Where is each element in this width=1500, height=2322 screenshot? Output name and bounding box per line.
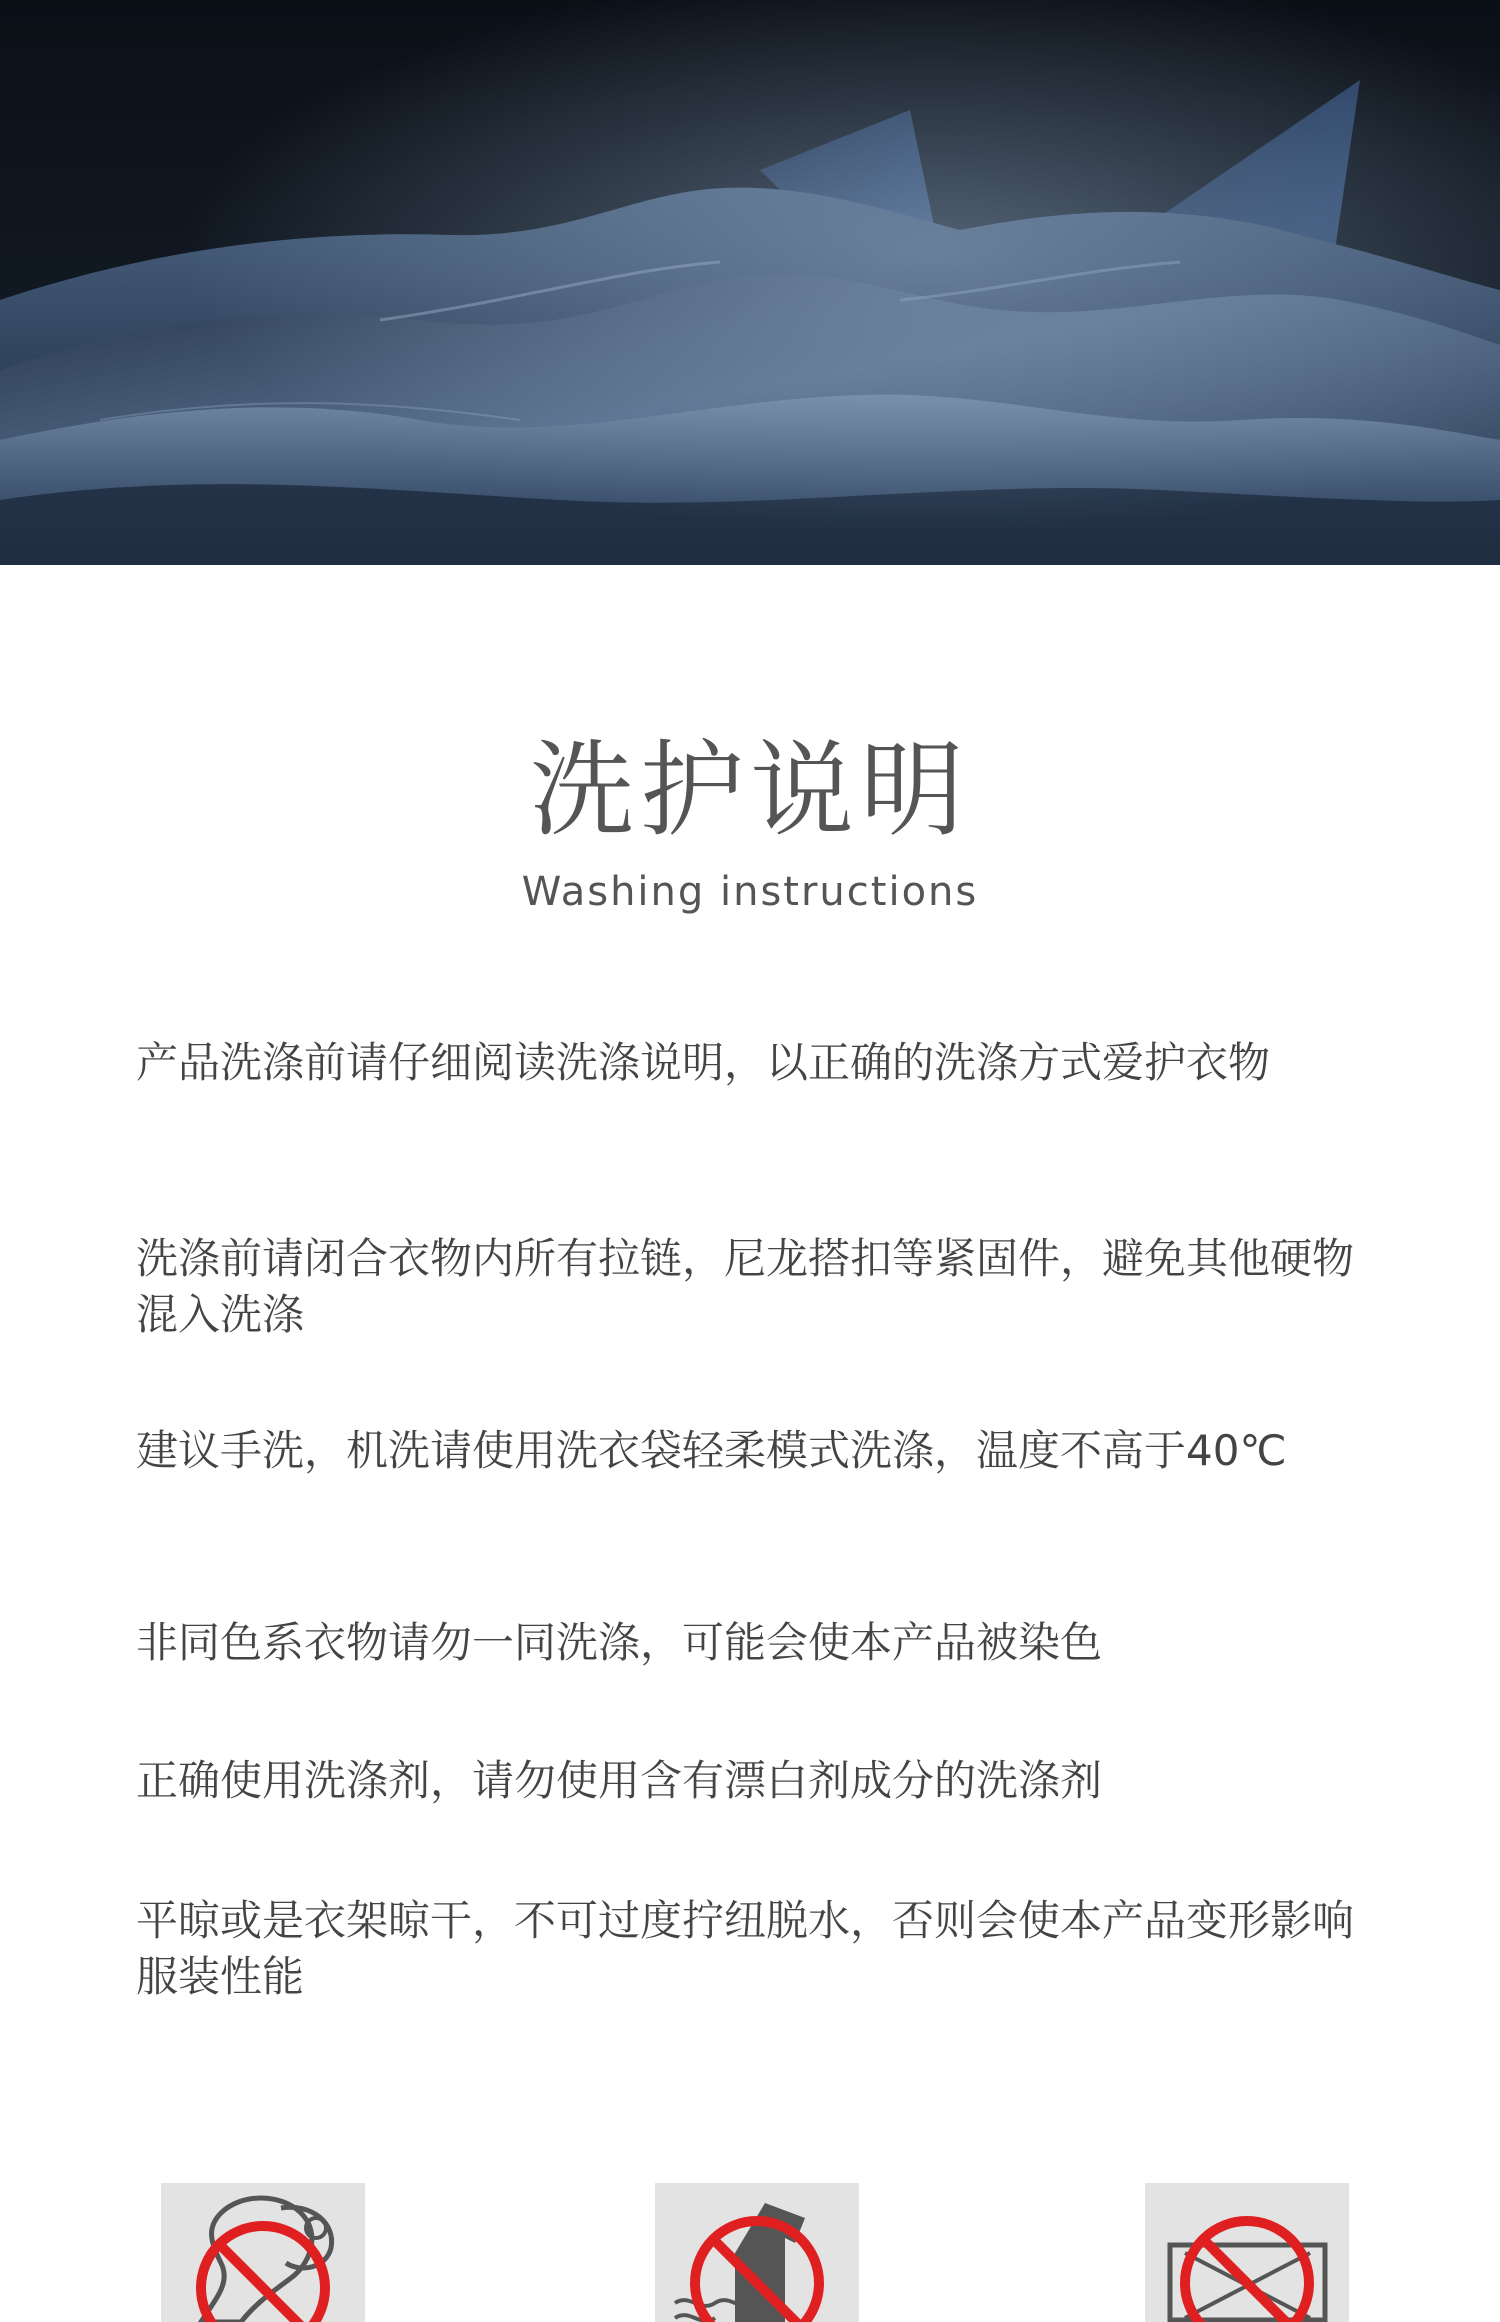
instruction-item: 正确使用洗涤剂，请勿使用含有漂白剂成分的洗涤剂	[136, 1756, 1103, 1805]
instruction-item: 非同色系衣物请勿一同洗涤，可能会使本产品被染色	[136, 1618, 1103, 1667]
page-subtitle: Washing instructions	[521, 869, 979, 915]
no-machine-wash-icon	[655, 2183, 859, 2322]
no-bleach-icon	[1145, 2183, 1349, 2322]
instruction-item: 平晾或是衣架晾干，不可过度拧纽脱水，否则会使本产品变形影响服装性能	[136, 1896, 1355, 2001]
silk-fabric-image	[0, 0, 1500, 565]
instruction-list	[136, 1035, 1376, 2013]
page-title: 洗护说明	[529, 729, 970, 851]
instruction-item: 产品洗涤前请仔细阅读洗涤说明，以正确的洗涤方式爱护衣物	[136, 1038, 1271, 1087]
hero-banner	[0, 0, 1500, 565]
title-block	[0, 725, 1500, 917]
instruction-item: 洗涤前请闭合衣物内所有拉链，尼龙搭扣等紧固件，避免其他硬物混入洗涤	[136, 1234, 1355, 1339]
instruction-item: 建议手洗，机洗请使用洗衣袋轻柔模式洗涤，温度不高于40℃	[136, 1426, 1287, 1475]
no-wring-icon	[161, 2183, 365, 2322]
